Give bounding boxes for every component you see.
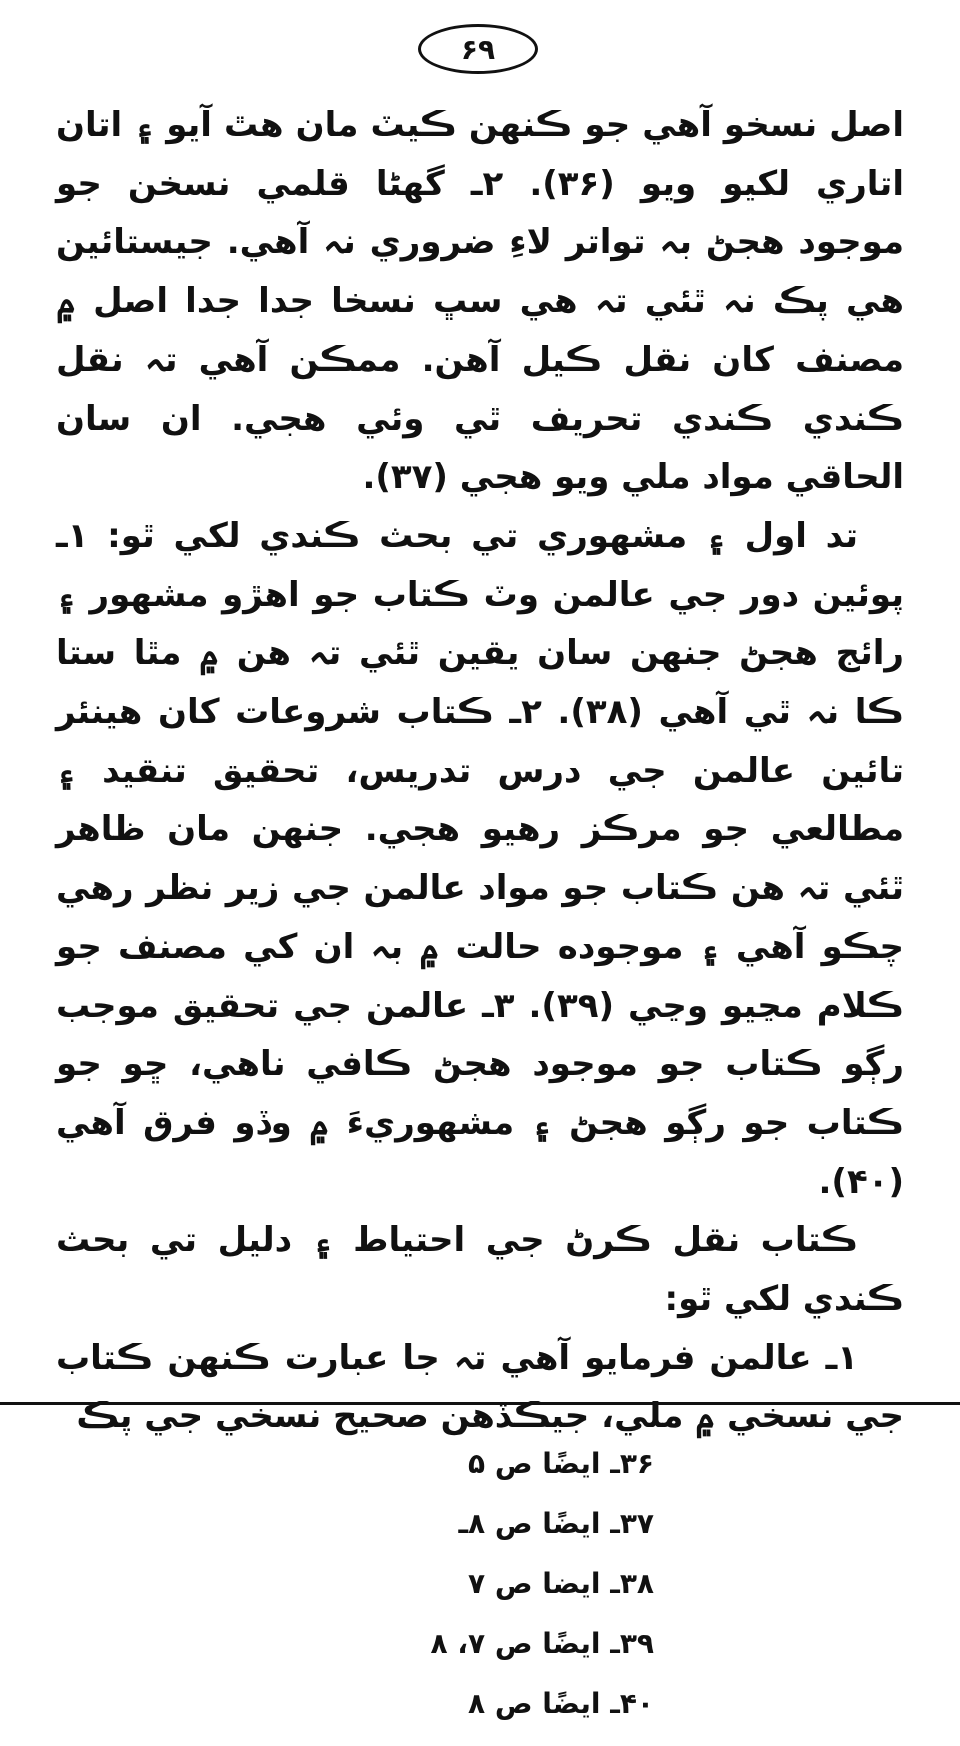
footnote-item: ۳۹ـ ايضًا ص ۷، ۸	[430, 1627, 654, 1660]
footnote-item: ۴۰ـ ايضًا ص ۸	[468, 1687, 654, 1720]
paragraph: ڪتاب نقل ڪرڻ جي احتياط ۽ دليل تي بحث ڪندي لکي ٿو:	[56, 1220, 904, 1320]
footnote-item: ۳۷ـ ايضًا ص ۸ـ	[458, 1507, 654, 1540]
paragraph: تد اول ۽ مشهوري تي بحث ڪندي لکي ٿو: ۱ـ پوئين دور جي عالمن وٽ ڪتاب جو اهڙو مشهور ۽ رائج هجڻ جنهن سان يقين ٿئي تہ هن ۾ مٿا ستا ڪا نہ ٿي آهي (۳۸). ۲ـ ڪتاب شروعات کان هينئر تائين عالمن جي درس تدريس، تحقيق تنقيد ۽ مطالعي جو مرڪز رهيو هجي. جنهن مان ظاهر ٿئي تہ هن ڪتاب جو مواد عالمن جي زير نظر رهي چڪو آهي ۽ موجوده حالت ۾ بہ ان کي مصنف جو ڪلام مڃيو وڃي (۳۹). ۳ـ عالمن جي تحقيق موجب رڳو ڪتاب جو موجود هجڻ ڪافي ناهي، ڇو جو ڪتاب جو رڳو هجڻ ۽ مشهوريءَ ۾ وڏو فرق آهي (۴۰).	[56, 515, 905, 1202]
footnote-divider	[0, 1402, 960, 1405]
paragraph: اصل نسخو آهي جو ڪنهن ڪيٽ مان هٿ آيو ۽ اتان اتاري لکيو ويو (۳۶). ۲ـ گهڻا قلمي نسخن جو موجود هجڻ بہ تواتر لاءِ ضروري نہ آهي. جيستائين هي پڪ نہ ٿئي تہ هي سڀ نسخا جدا جدا اصل ۾ مصنف کان نقل ڪيل آهن. ممڪن آهي تہ نقل ڪندي ڪندي تحريف ٿي وئي هجي. ان سان الحاقي مواد ملي ويو هجي (۳۷).	[56, 105, 904, 498]
footnote-item: ۳۶ـ ايضًا ص ۵	[468, 1447, 654, 1480]
footnotes	[431, 1434, 654, 1734]
footnote-item: ۳۸ـ ايضا ص ۷	[468, 1567, 654, 1600]
page-number: ۶۹	[418, 24, 538, 74]
paragraph: ۱ـ عالمن فرمايو آهي تہ جا عبارت ڪنهن ڪتاب جي نسخي ۾ ملي، جيڪڏهن صحيح نسخي جي پڪ	[56, 1337, 904, 1437]
main-text	[56, 96, 904, 1446]
